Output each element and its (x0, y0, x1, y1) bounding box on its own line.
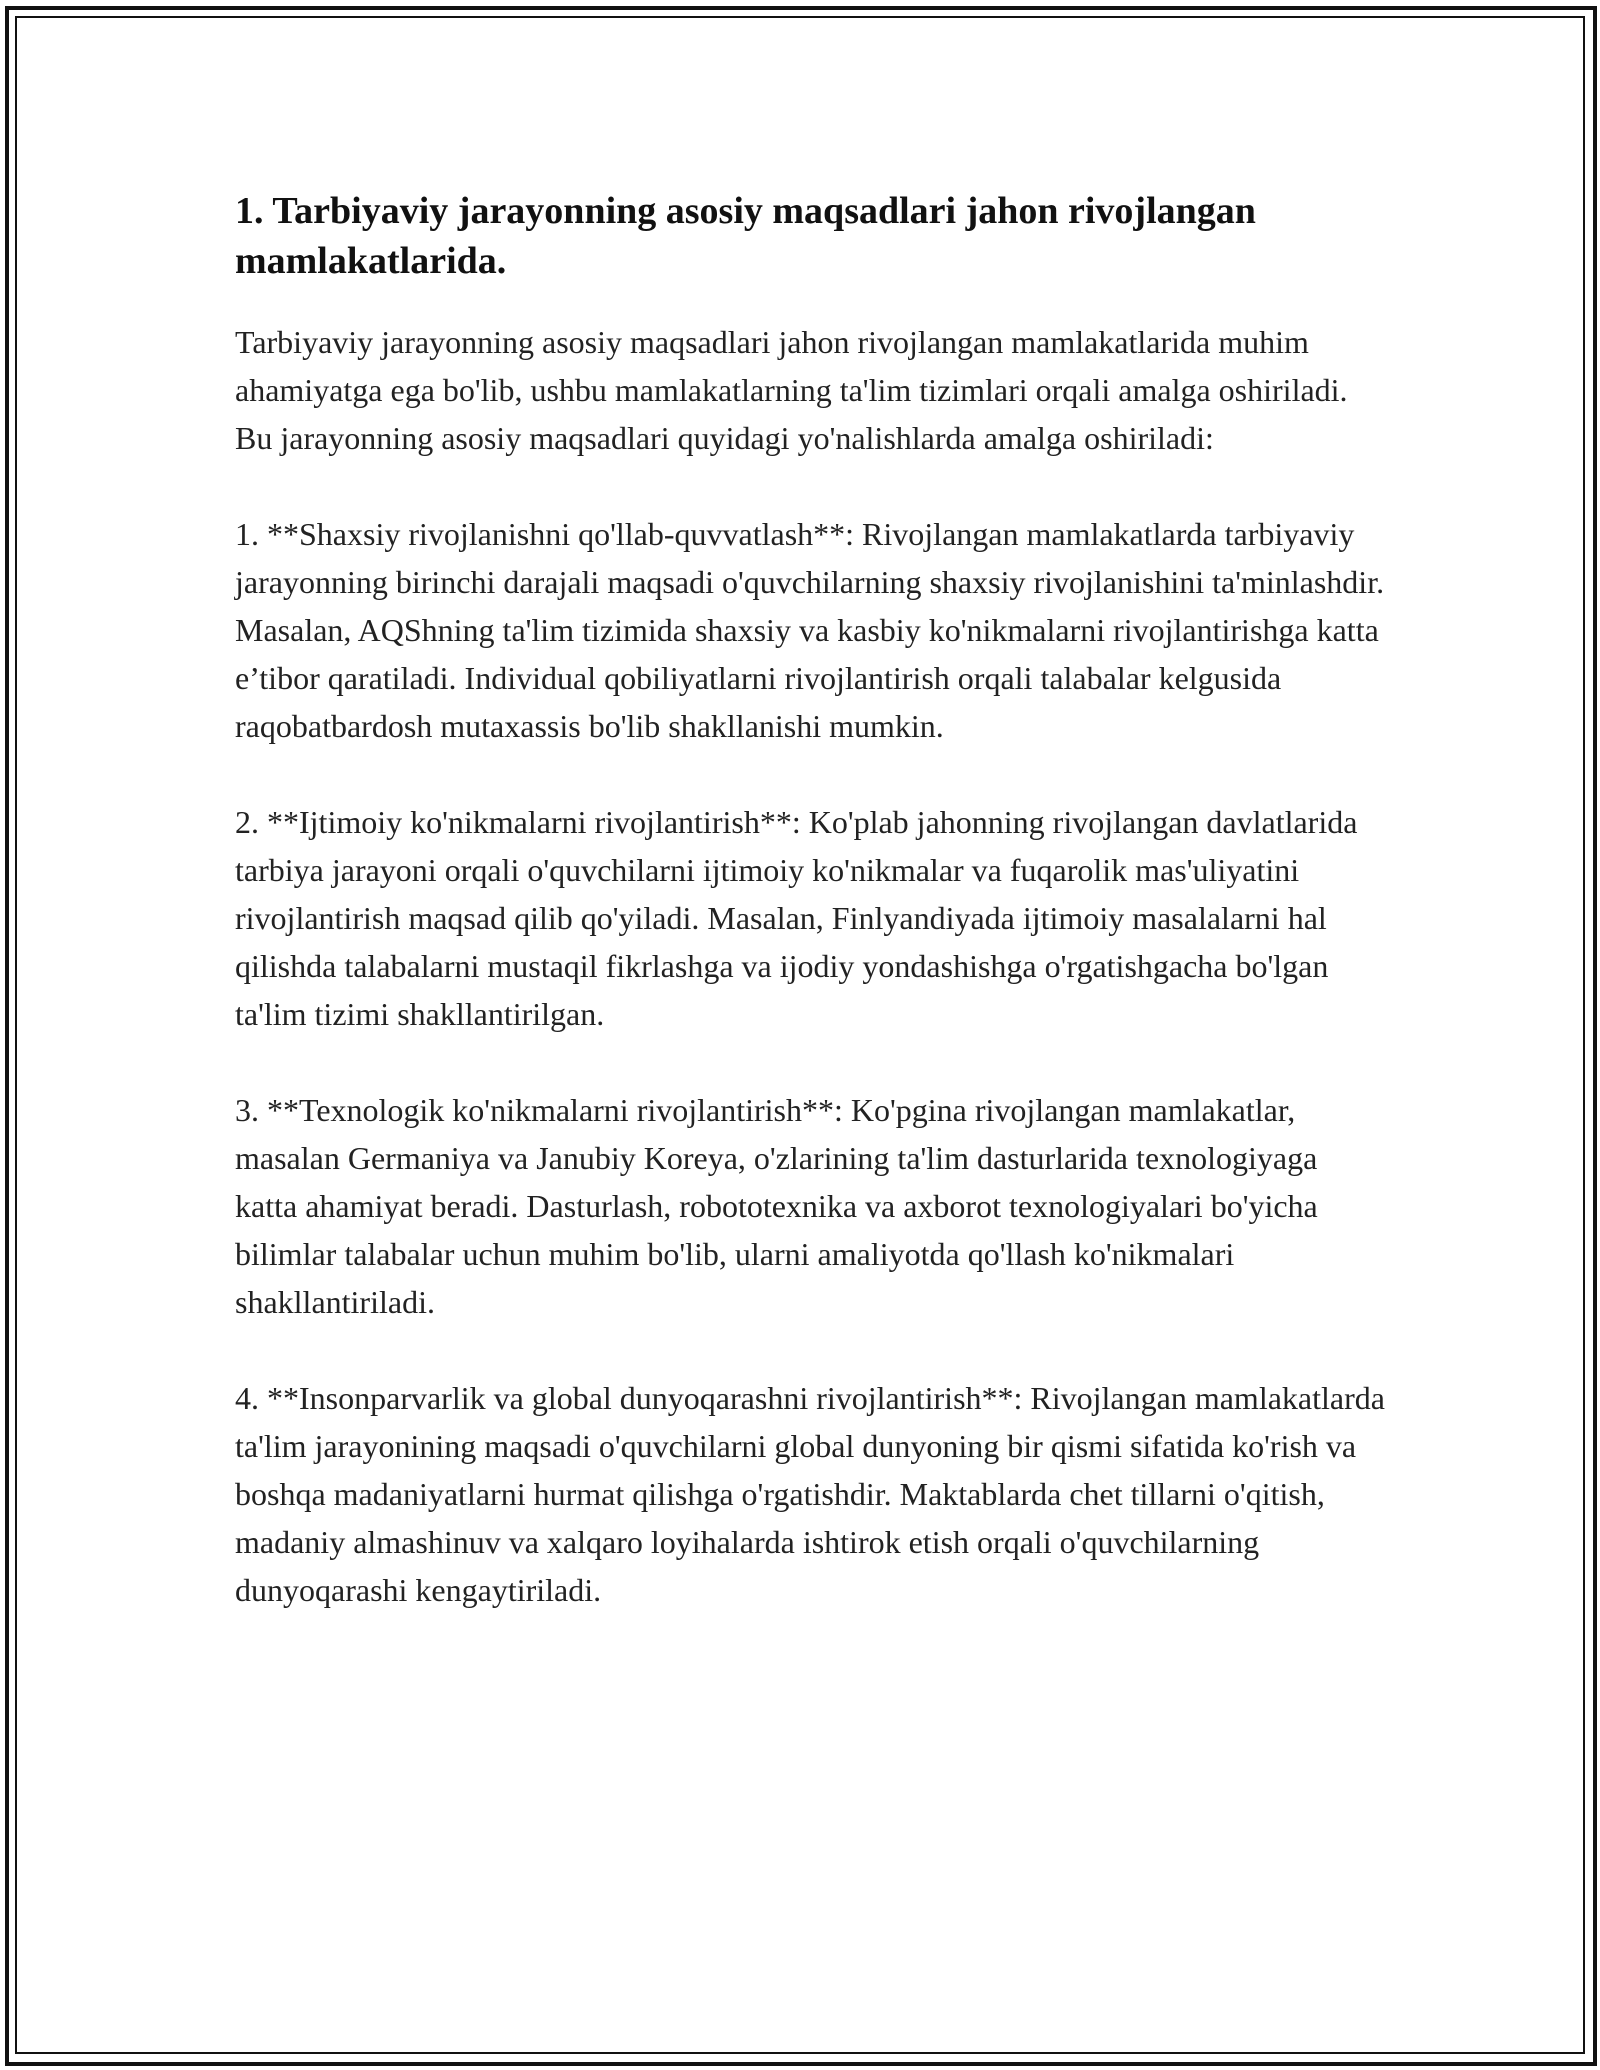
paragraph-technological-skills: 3. **Texnologik ko'nikmalarni rivojlantirish**: Ko'pgina rivojlangan mamlakatlar, masalan Germaniya va Janubiy Koreya, o'zlarining ta'lim dasturlarida texnologiyaga katta ahamiyat beradi. Dasturlash, robototexnika va axborot texnologiyalari bo'yicha bilimlar talabalar uchun muhim bo'lib, ularni amaliyotda qo'llash ko'nikmalari shakllantiriladi. (235, 1092, 1318, 1320)
document-title: 1. Tarbiyaviy jarayonning asosiy maqsadlari jahon rivojlangan mamlakatlarida. (235, 190, 1256, 282)
paragraph-personal-development: 1. **Shaxsiy rivojlanishni qo'llab-quvvatlash**: Rivojlangan mamlakatlarda tarbiyaviy jarayonning birinchi darajali maqsadi o'quvchilarning shaxsiy rivojlanishini ta'minlashdir. Masalan, AQShning ta'lim tizimida shaxsiy va kasbiy ko'nikmalarni rivojlantirishga katta e’tibor qaratiladi. Individual qobiliyatlarni rivojlantirish orqali talabalar kelgusida raqobatbardosh mutaxassis bo'lib shakllanishi mumkin. (235, 516, 1385, 744)
paragraph-global-worldview: 4. **Insonparvarlik va global dunyoqarashni rivojlantirish**: Rivojlangan mamlakatlarda ta'lim jarayonining maqsadi o'quvchilarni global dunyoning bir qismi sifatida ko'rish va boshqa madaniyatlarni hurmat qilishga o'rgatishdir. Maktablarda chet tillarni o'qitish, madaniy almashinuv va xalqaro loyihalarda ishtirok etish orqali o'quvchilarning dunyoqarashi kengaytiriladi. (235, 1380, 1385, 1608)
intro-paragraph: Tarbiyaviy jarayonning asosiy maqsadlari jahon rivojlangan mamlakatlarida muhim ahamiyatga ega bo'lib, ushbu mamlakatlarning ta'lim tizimlari orqali amalga oshiriladi. Bu jarayonning asosiy maqsadlari quyidagi yo'nalishlarda amalga oshiriladi: (235, 324, 1348, 456)
document-body (235, 186, 1385, 1662)
paragraph-social-skills: 2. **Ijtimoiy ko'nikmalarni rivojlantirish**: Ko'plab jahonning rivojlangan davlatlarida tarbiya jarayoni orqali o'quvchilarni ijtimoiy ko'nikmalar va fuqarolik mas'uliyatini rivojlantirish maqsad qilib qo'yiladi. Masalan, Finlyandiyada ijtimoiy masalalarni hal qilishda talabalarni mustaqil fikrlashga va ijodiy yondashishga o'rgatishgacha bo'lgan ta'lim tizimi shakllantirilgan. (235, 804, 1358, 1032)
